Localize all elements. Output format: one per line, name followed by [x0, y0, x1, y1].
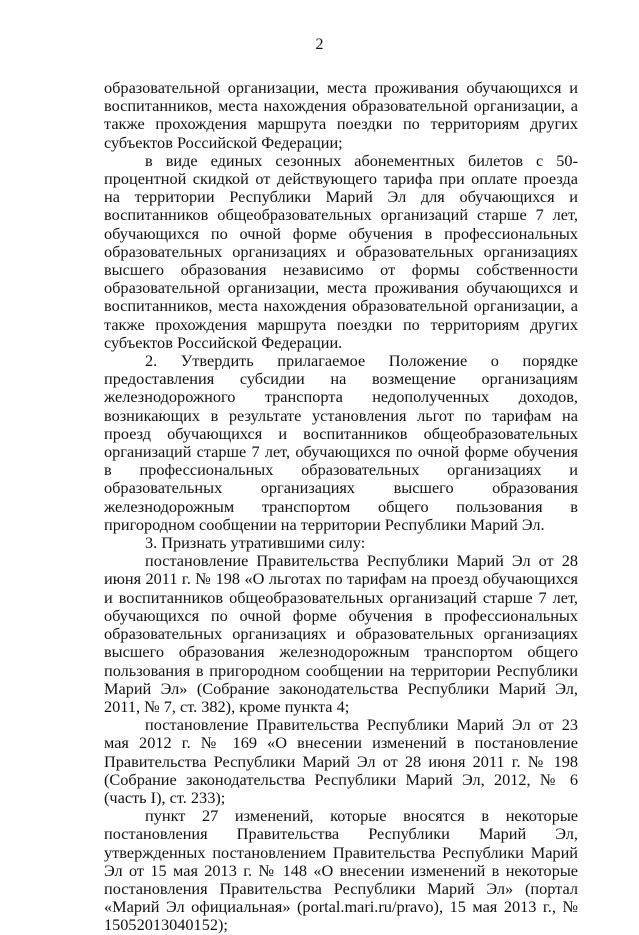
paragraph-repealed-2013: пункт 27 изменений, которые вносятся в некоторые постановления Правительства Республики Марий Эл, утвержденных постановлением Правительства Республики Марий Эл от 15 мая 2013 г. № 148 «О внесении изменений в некоторые постановления Правительства Республики Марий Эл» (портал «Марий Эл официальная» (portal.mari.ru/pravo), 15 мая 2013 г., № 15052013040152);: [104, 806, 578, 935]
paragraph-item-2: 2. Утвердить прилагаемое Положение о порядке предоставления субсидии на возмещение организациям железнодорожного транспорта недополученных доходов, возникающих в результате установления льгот по тарифам на проезд обучающихся и воспитанников общеобразовательных организаций старше 7 лет, обучающихся по очной форме обучения в профессиональных образовательных организациях и образовательных организациях высшего образования железнодорожным транспортом общего пользования в пригородном сообщении на территории Республики Марий Эл.: [104, 351, 578, 534]
page-number: 2: [315, 36, 324, 53]
paragraph-season-tickets: в виде единых сезонных абонементных билетов с 50-процентной скидкой от действующего тарифа при оплате проезда на территории Республики Марий Эл для обучающихся и воспитанников общеобразовательных организаций старше 7 лет, обучающихся по очной форме обучения в профессиональных образовательных организациях и образовательных организациях высшего образования независимо от формы собственности образовательной организации, места проживания обучающихся и воспитанников, места нахождения образовательной организации, а также прохождения маршрута поездки по территориям других субъектов Российской Федерации.: [104, 150, 578, 352]
paragraph-repealed-2011: постановление Правительства Республики Марий Эл от 28 июня 2011 г. № 198 «О льготах по тарифам на проезд обучающихся и воспитанников общеобразовательных организаций старше 7 лет, обучающихся по очной форме обучения в профессиональных образовательных организациях и образовательных организациях высшего образования железнодорожным транспортом общего пользования в пригородном сообщении на территории Республики Марий Эл» (Собрание законодательства Республики Марий Эл, 2011, № 7, ст. 382), кроме пункта 4;: [104, 551, 578, 716]
paragraph-continuation: образовательной организации, места проживания обучающихся и воспитанников, места нахождения образовательной организации, а также прохождения маршрута поездки по территориям других субъектов Российской Федерации;: [104, 78, 578, 152]
document-body: [104, 79, 578, 935]
paragraph-repealed-2012: постановление Правительства Республики Марий Эл от 23 мая 2012 г. № 169 «О внесении изменений в постановление Правительства Республики Марий Эл от 28 июня 2011 г. № 198 (Собрание законодательства Республики Марий Эл, 2012, № 6 (часть I), ст. 233);: [104, 715, 578, 807]
paragraph-item-3: 3. Признать утратившими силу:: [145, 533, 366, 553]
